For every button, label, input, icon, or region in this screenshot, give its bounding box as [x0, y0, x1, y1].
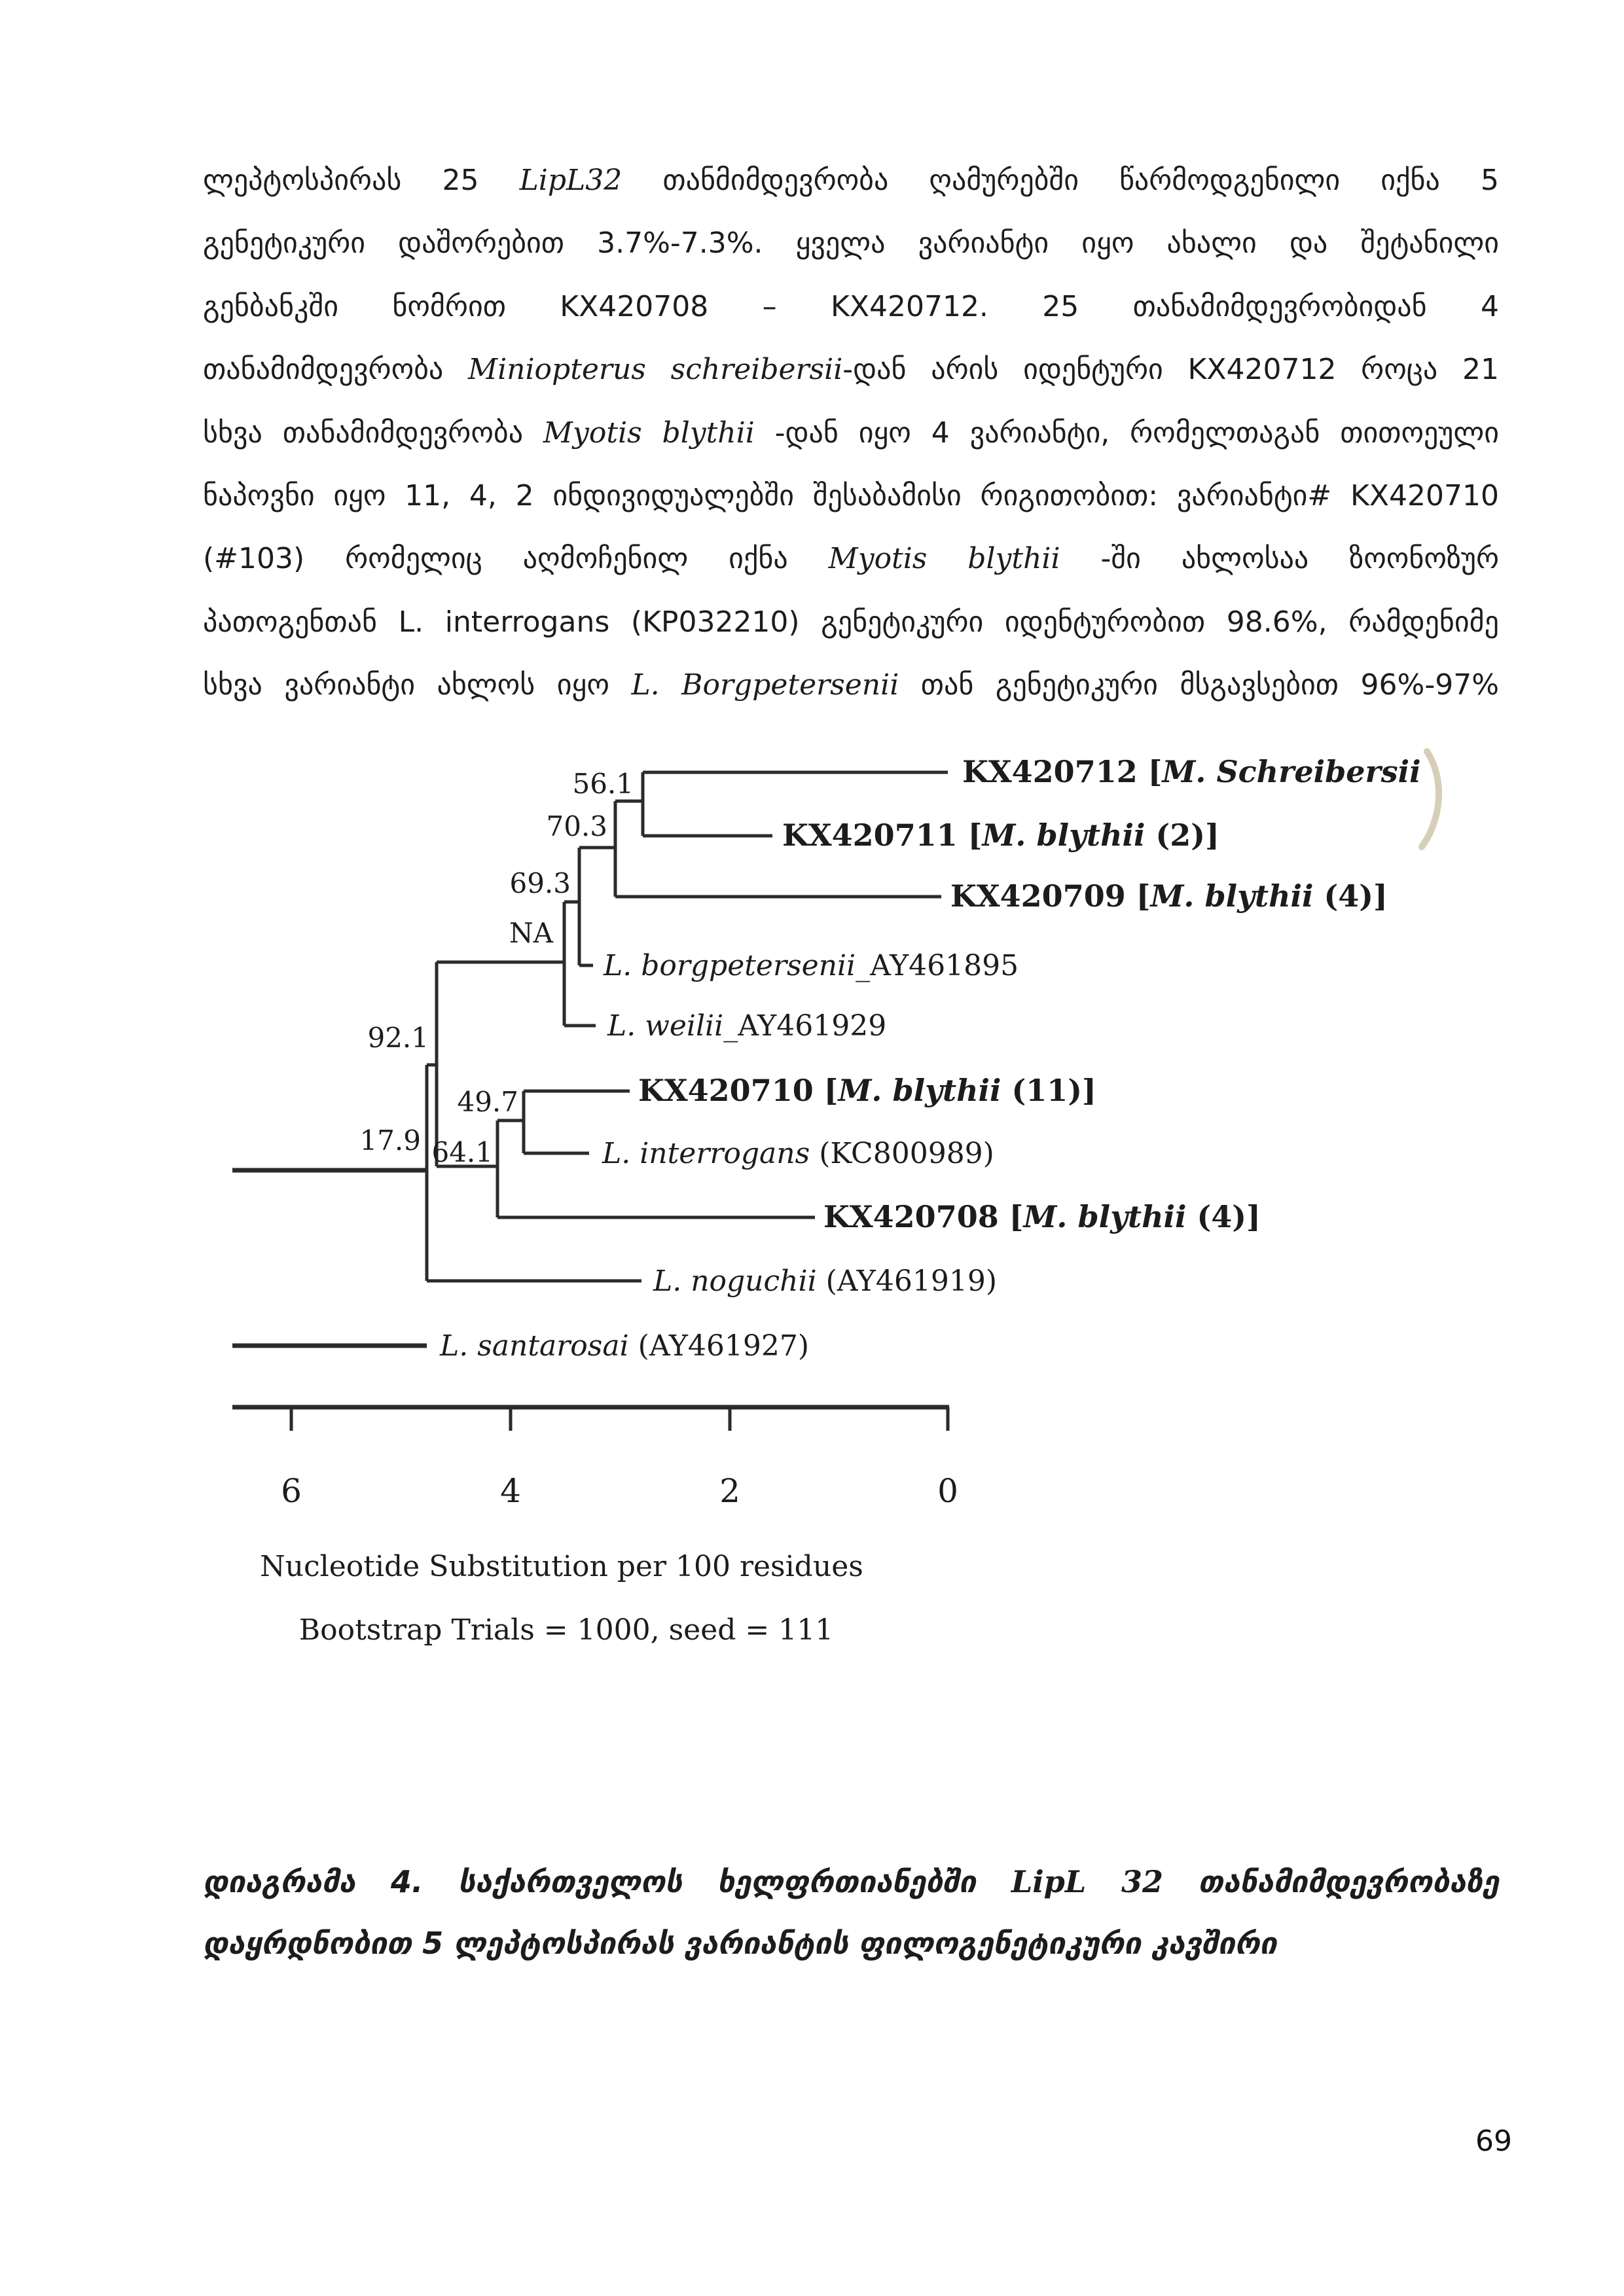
- figure-caption: [203, 1851, 1499, 1974]
- bootstrap-value: 49.7: [457, 1086, 518, 1118]
- axis-tick-label: 2: [719, 1472, 740, 1510]
- bootstrap-value: NA: [509, 917, 553, 949]
- scan-artifact: [1422, 751, 1439, 847]
- page-number: 69: [1475, 2125, 1512, 2158]
- taxon-label-text: KX420710 [: [638, 1073, 839, 1108]
- taxon-label-text: L. weilii: [607, 1009, 724, 1043]
- paragraph-line: [203, 402, 1499, 465]
- paragraph-line-text: -დან იყო 4 ვარიანტი, რომელთაგან თითოეული: [754, 416, 1499, 450]
- paragraph-line-text: -დან არის იდენტური KX420712 როცა 21: [842, 353, 1499, 387]
- caption-line: [203, 1851, 1499, 1912]
- taxon-label-text: KX420709 [: [950, 878, 1151, 914]
- caption-line-text: დიაგრამა 4. საქართველოს ხელფრთიანებში: [203, 1864, 1011, 1899]
- paragraph-line-text: პათოგენთან L. interrogans (KP032210) გენეტიკური იდენტურობით 98.6%, რამდენიმე: [203, 605, 1499, 639]
- paragraph-line-text: ლეპტოსპირას 25: [203, 164, 520, 197]
- axis-tick-label: 0: [937, 1472, 958, 1510]
- paragraph-line-text: თან გენეტიკური მსგავსებით 96%-97%: [899, 668, 1500, 702]
- paragraph-line-text: -ში ახლოსაა ზოონოზურ: [1060, 542, 1500, 576]
- bootstrap-value: 56.1: [572, 768, 634, 800]
- paragraph-line-text: გენეტიკური დაშორებით 3.7%-7.3%. ყველა ვარიანტი იყო ახალი და შეტანილი: [203, 226, 1499, 260]
- axis-tick-label: 4: [500, 1472, 521, 1510]
- paragraph-line-text: სხვა ვარიანტი ახლოს იყო: [203, 668, 632, 702]
- paragraph-line: [203, 338, 1499, 401]
- taxon-label-text: M. blythii: [1150, 878, 1314, 914]
- paragraph-line-text: L. Borgpetersenii: [631, 668, 899, 702]
- bootstrap-value: 69.3: [509, 867, 571, 899]
- taxon-label-text: KX420708 [: [823, 1199, 1024, 1234]
- paragraph-line: [203, 212, 1499, 275]
- taxon-label-text: (2)]: [1145, 817, 1219, 853]
- taxon-label: [607, 1009, 886, 1043]
- paragraph-line: [203, 591, 1499, 654]
- taxon-label-text: L. santarosai: [440, 1329, 629, 1363]
- taxon-label: [962, 754, 1421, 789]
- taxon-label-text: M. blythii: [982, 817, 1146, 853]
- taxon-label-text: M. blythii: [1023, 1199, 1187, 1234]
- taxon-label-text: L. borgpetersenii: [604, 949, 856, 982]
- paragraph-line-text: თანამიმდევრობა: [203, 353, 469, 387]
- taxon-label-text: M. Schreibersii: [1162, 754, 1421, 789]
- taxon-label: [653, 1265, 997, 1298]
- body-paragraph: [203, 149, 1499, 717]
- paragraph-line: [203, 528, 1499, 590]
- axis-caption: Bootstrap Trials = 1000, seed = 111: [298, 1613, 834, 1647]
- taxon-label-text: L. noguchii: [653, 1265, 817, 1298]
- caption-line-text: LipL 32: [1011, 1864, 1163, 1899]
- axis-tick-label: 6: [281, 1472, 302, 1510]
- taxon-label-text: (AY461919): [816, 1265, 997, 1298]
- taxon-label-text: (AY461927): [628, 1329, 809, 1363]
- taxon-label-text: _AY461929: [723, 1009, 887, 1043]
- bootstrap-value: 92.1: [367, 1022, 429, 1054]
- taxon-label-text: (11)]: [1001, 1073, 1096, 1108]
- taxon-label-text: L. interrogans: [602, 1137, 810, 1170]
- paragraph-line-text: ნაპოვნი იყო 11, 4, 2 ინდივიდუალებში შესაბამისი რიგითობით: ვარიანტი# KX420710: [203, 478, 1499, 512]
- taxon-label-text: (4)]: [1313, 878, 1388, 914]
- caption-line-text: თანამიმდევრობაზე: [1163, 1864, 1500, 1899]
- taxon-label: [950, 878, 1388, 914]
- paragraph-line-text: Miniopterus schreibersii: [468, 353, 843, 387]
- paragraph-line-text: სხვა თანამიმდევრობა: [203, 416, 543, 450]
- taxon-label-text: KX420712 [: [962, 754, 1163, 789]
- paragraph-line: [203, 276, 1499, 338]
- paragraph-line-text: (#103) რომელიც აღმოჩენილ იქნა: [203, 542, 829, 576]
- axis-caption: Nucleotide Substitution per 100 residues: [260, 1550, 863, 1583]
- bootstrap-value: 64.1: [431, 1136, 493, 1168]
- taxon-label: [439, 1329, 809, 1363]
- taxon-label-text: (4)]: [1186, 1199, 1261, 1234]
- taxon-label: [782, 817, 1219, 853]
- taxon-label: [602, 1137, 994, 1170]
- paragraph-line: [203, 465, 1499, 528]
- paragraph-line-text: LipL32: [519, 164, 623, 197]
- paragraph-line-text: Myotis blythii: [543, 416, 755, 450]
- paragraph-line: [203, 654, 1499, 717]
- taxon-label: [603, 949, 1019, 982]
- taxon-label: [823, 1199, 1261, 1234]
- paragraph-line-text: გენბანკში ნომრით KX420708 – KX420712. 25 თანამიმდევრობიდან 4: [203, 289, 1499, 323]
- taxon-label: [638, 1073, 1096, 1108]
- caption-line: [203, 1912, 1499, 1974]
- caption-line-text: დაყრდნობით 5 ლეპტოსპირას ვარიანტის ფილოგენეტიკური კავშირი: [203, 1926, 1277, 1961]
- paragraph-line: [203, 149, 1499, 212]
- bootstrap-value: 17.9: [359, 1124, 421, 1157]
- taxon-label-text: _AY461895: [856, 949, 1019, 982]
- bootstrap-value: 70.3: [546, 810, 607, 842]
- paragraph-line-text: Myotis blythii: [828, 542, 1060, 576]
- taxon-label-text: M. blythii: [838, 1073, 1001, 1108]
- paragraph-line-text: თანმიმდევრობა ღამურებში წარმოდგენილი იქნა 5: [622, 164, 1499, 197]
- taxon-label-text: KX420711 [: [782, 817, 983, 853]
- taxon-label-text: (KC800989): [810, 1137, 994, 1170]
